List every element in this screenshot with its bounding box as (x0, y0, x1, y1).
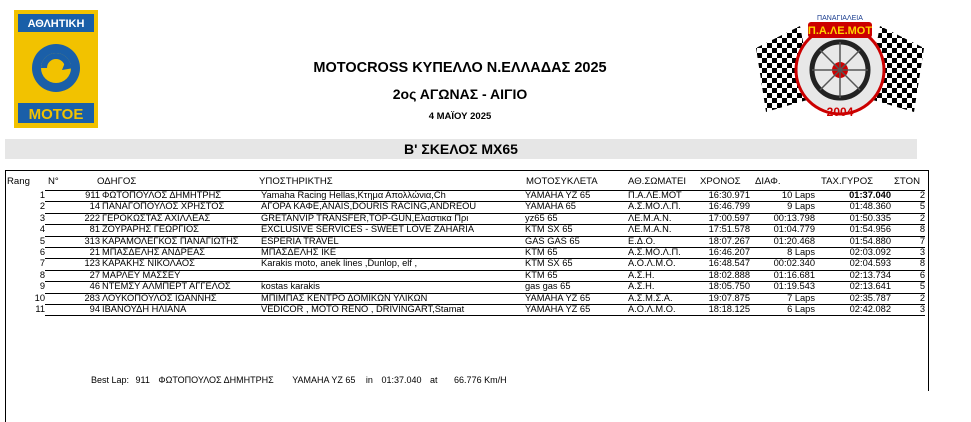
cell-diff: 01:19.543 (773, 281, 815, 292)
cell-bike: KTM SX 65 (525, 258, 573, 269)
cell-bike: yz65 65 (525, 212, 558, 223)
cell-bike: KTM 65 (525, 269, 558, 280)
svg-text:MOTOE: MOTOE (28, 106, 84, 123)
cell-number: 14 (89, 201, 100, 212)
table-row (5, 201, 927, 212)
cell-number: 94 (89, 303, 100, 314)
cell-driver: ΚΑΡΑΚΗΣ ΝΙΚΟΛΑΟΣ (102, 258, 195, 269)
cell-sponsor: GRETANVIP TRANSFER,TOP-GUN,Ελαστικα Πρι (261, 212, 469, 223)
cell-time: 17:51.578 (708, 224, 750, 235)
best-lap-in: in (365, 375, 373, 385)
cell-rang: 5 (39, 235, 45, 246)
cell-best-lap: 02:13.641 (849, 281, 891, 292)
cell-best-lap: 01:54.956 (849, 224, 891, 235)
cell-bike: YAMAHA YZ 65 (525, 292, 591, 303)
svg-text:ΠΑΝΑΓΙΑΛΕΙΑ: ΠΑΝΑΓΙΑΛΕΙΑ (817, 15, 863, 22)
table-row (5, 224, 927, 235)
event-date: 4 ΜΑΪΟΥ 2025 (428, 111, 492, 122)
cell-number: 21 (89, 246, 100, 257)
cell-rang: 9 (39, 281, 45, 292)
cell-time: 16:46.207 (708, 246, 750, 257)
cell-driver: ΜΠΑΣΔΕΛΗΣ ΑΝΔΡΕΑΣ (102, 246, 206, 257)
cell-number: 313 (84, 235, 100, 246)
cell-best-lap: 02:04.593 (849, 258, 891, 269)
col-ston: ΣΤΟΝ (894, 176, 921, 187)
col-bike: ΜΟΤΟΣΥΚΛΕΤΑ (526, 176, 598, 187)
col-time: ΧΡΟΝΟΣ (700, 176, 741, 187)
cell-bike: YAMAHA YZ 65 (525, 303, 591, 314)
cell-ston: 3 (919, 303, 925, 314)
cell-sponsor: VEDICOR , MOTO RENO , DRIVINGART,Stamat (261, 303, 465, 314)
cell-ston: 5 (919, 201, 925, 212)
cell-ston: 2 (919, 190, 925, 200)
cell-ston: 5 (919, 281, 925, 292)
best-lap-label: Best Lap: (91, 375, 130, 385)
best-lap-line (91, 375, 517, 385)
cell-club: Α.Σ.Η. (628, 281, 655, 292)
cell-time: 16:48.547 (708, 258, 750, 269)
cell-club: Α.Ο.Λ.Μ.Ο. (628, 258, 676, 269)
cell-diff: 01:20.468 (773, 235, 815, 246)
col-driver: ΟΔΗΓΟΣ (97, 176, 137, 187)
cell-club: Α.Σ.Η. (628, 269, 655, 280)
cell-bike: KTM 65 (525, 246, 558, 257)
cell-diff: 00:02.340 (773, 258, 815, 269)
best-lap-at: at (430, 375, 438, 385)
cell-club: Α.Σ.ΜΟ.Λ.Π. (628, 201, 681, 212)
cell-best-lap: 01:54.880 (849, 235, 891, 246)
cell-best-lap: 01:37.040 (849, 190, 891, 200)
cell-best-lap: 02:42.082 (849, 303, 891, 314)
page-title: MOTOCROSS ΚΥΠΕΛΛΟ Ν.ΕΛΛΑΔΑΣ 2025 (313, 60, 607, 76)
cell-club: ΛΕ.Μ.Α.Ν. (628, 224, 672, 235)
results-table-header (5, 174, 927, 188)
cell-best-lap: 02:13.734 (849, 269, 891, 280)
cell-sponsor: ESPERIA TRAVEL (261, 235, 339, 246)
cell-diff: 10 Laps (781, 190, 815, 200)
cell-best-lap: 02:35.787 (849, 292, 891, 303)
cell-sponsor: EXCLUSIVE SERVICES - SWEET LOVE ZAHARIA (261, 224, 475, 235)
cell-driver: ΓΕΡΟΚΩΣΤΑΣ ΑΧΙΛΛΕΑΣ (102, 212, 211, 223)
row-rule (45, 315, 925, 326)
cell-best-lap: 01:48.360 (849, 201, 891, 212)
cell-club: Ε.Δ.Ο. (628, 235, 656, 246)
best-lap-driver: ΦΩΤΟΠΟΥΛΟΣ ΔΗΜΗΤΡΗΣ (158, 375, 274, 385)
table-row (5, 213, 927, 224)
cell-rang: 2 (39, 201, 45, 212)
cell-time: 16:30.971 (708, 190, 750, 200)
cell-driver: ΠΑΝΑΓΟΠΟΥΛΟΣ ΧΡΗΣΤΟΣ (102, 201, 225, 212)
cell-sponsor: Yamaha Racing Hellas,Κτημα Απολλώνια,Ch (261, 190, 446, 200)
table-row (5, 258, 927, 269)
cell-sponsor: ΑΓΟΡΑ ΚΑΦΕ,ANAIS,DOURIS RACING,ANDREOU (261, 201, 477, 212)
cell-number: 911 (85, 190, 100, 200)
cell-rang: 1 (39, 190, 45, 200)
cell-number: 81 (89, 224, 100, 235)
cell-club: Α.Σ.ΜΟ.Λ.Π. (628, 246, 681, 257)
cell-club: ΛΕ.Μ.Α.Ν. (628, 212, 672, 223)
results-table-body (5, 190, 927, 326)
cell-time: 16:46.799 (708, 201, 750, 212)
cell-rang: 4 (39, 224, 45, 235)
cell-ston: 3 (919, 246, 925, 257)
cell-club: Α.Ο.Λ.Μ.Ο. (628, 303, 676, 314)
cell-time: 17:00.597 (708, 212, 750, 223)
cell-diff: 00:13.798 (773, 212, 815, 223)
col-best: ΤΑΧ.ΓΥΡΟΣ (821, 176, 874, 187)
cell-ston: 6 (919, 269, 925, 280)
cell-sponsor: ΜΠΑΣΔΕΛΗΣ ΙΚΕ (261, 246, 337, 257)
col-no: N° (48, 176, 59, 187)
cell-time: 18:02.888 (708, 269, 750, 280)
page-subtitle: 2ος ΑΓΩΝΑΣ - ΑΙΓΙΟ (392, 86, 528, 102)
best-lap-bike: YAMAHA YZ 65 (292, 375, 356, 385)
cell-sponsor: ΜΠΙΜΠΑΣ ΚΕΝΤΡΟ ΔΟΜΙΚΩΝ ΥΛΙΚΩΝ (261, 292, 428, 303)
cell-rang: 10 (34, 292, 45, 303)
cell-number: 283 (84, 292, 100, 303)
cell-best-lap: 01:50.335 (849, 212, 891, 223)
section-title: Β' ΣΚΕΛΟΣ MX65 (5, 139, 917, 159)
cell-number: 27 (89, 269, 100, 280)
table-row (5, 236, 927, 247)
table-row (5, 304, 927, 315)
cell-driver: ΛΟΥΚΟΠΟΥΛΟΣ ΙΩΑΝΝΗΣ (102, 292, 217, 303)
col-diff: ΔΙΑΦ. (755, 176, 781, 187)
cell-club: Π.Α.ΛΕ.ΜΟΤ (628, 190, 682, 200)
col-club: ΑΘ.ΣΩΜΑΤΕΙ (628, 176, 687, 187)
best-lap-time: 01:37.040 (381, 375, 422, 385)
cell-rang: 11 (35, 303, 45, 314)
cell-driver: ΦΩΤΟΠΟΥΛΟΣ ΔΗΜΗΤΡΗΣ (102, 190, 222, 200)
best-lap-speed: 66.776 Km/H (454, 375, 507, 385)
cell-rang: 7 (39, 258, 45, 269)
table-row (5, 270, 927, 281)
cell-bike: YAMAHA 65 (525, 201, 576, 212)
cell-ston: 7 (919, 235, 925, 246)
cell-number: 46 (89, 281, 100, 292)
cell-driver: ΜΑΡΛΕΥ ΜΑΣΣΕΥ (102, 269, 181, 280)
cell-ston: 2 (919, 212, 925, 223)
cell-time: 18:18.125 (708, 303, 750, 314)
cell-bike: KTM SX 65 (525, 224, 573, 235)
cell-diff: 8 Laps (787, 246, 815, 257)
cell-diff: 01:04.779 (773, 224, 815, 235)
cell-diff: 9 Laps (787, 201, 815, 212)
svg-text:2004: 2004 (826, 105, 854, 119)
table-row (5, 247, 927, 258)
cell-best-lap: 02:03.092 (849, 246, 891, 257)
cell-rang: 6 (39, 246, 45, 257)
cell-driver: ΚΑΡΑΜΟΛΕΓΚΟΣ ΠΑΝΑΓΙΩΤΗΣ (102, 235, 239, 246)
cell-time: 18:05.750 (708, 281, 750, 292)
frame-left-edge (5, 390, 6, 422)
cell-ston: 2 (919, 292, 925, 303)
table-row (5, 293, 927, 304)
cell-time: 18:07.267 (708, 235, 750, 246)
cell-driver: ΙΒΑΝΟΥΔΗ ΗΛΙΑΝΑ (102, 303, 187, 314)
cell-diff: 6 Laps (787, 303, 815, 314)
table-row (5, 281, 927, 292)
cell-driver: ΖΟΥΡΑΡΗΣ ΓΕΩΡΓΙΟΣ (102, 224, 199, 235)
cell-diff: 7 Laps (787, 292, 815, 303)
cell-ston: 8 (919, 224, 925, 235)
best-lap-number: 911 (135, 375, 150, 385)
cell-sponsor: Karakis moto, anek lines ,Dunlop, elf , (261, 258, 418, 269)
cell-rang: 8 (39, 269, 45, 280)
cell-sponsor (261, 270, 523, 281)
cell-diff: 01:16.681 (773, 269, 815, 280)
cell-bike: GAS GAS 65 (525, 235, 580, 246)
cell-sponsor: kostas karakis (261, 281, 320, 292)
col-sponsor: ΥΠΟΣΤΗΡΙΚΤΗΣ (259, 176, 333, 187)
cell-time: 19:07.875 (708, 292, 750, 303)
cell-rang: 3 (39, 212, 45, 223)
cell-bike: gas gas 65 (525, 281, 571, 292)
cell-ston: 8 (919, 258, 925, 269)
col-rang: Rang (7, 176, 30, 187)
cell-number: 222 (84, 212, 100, 223)
svg-text:Π.Α.ΛΕ.ΜΟΤ: Π.Α.ΛΕ.ΜΟΤ (807, 25, 873, 37)
cell-driver: ΝΤΕΜΣΥ ΑΛΜΠΕΡΤ ΑΓΓΕΛΟΣ (102, 281, 231, 292)
cell-number: 123 (84, 258, 100, 269)
svg-text:ΑΘΛΗΤΙΚΗ: ΑΘΛΗΤΙΚΗ (27, 18, 85, 30)
cell-bike: YAMAHA YZ 65 (525, 190, 591, 200)
cell-club: Α.Σ.Μ.Σ.Α. (628, 292, 673, 303)
table-row (5, 190, 927, 201)
